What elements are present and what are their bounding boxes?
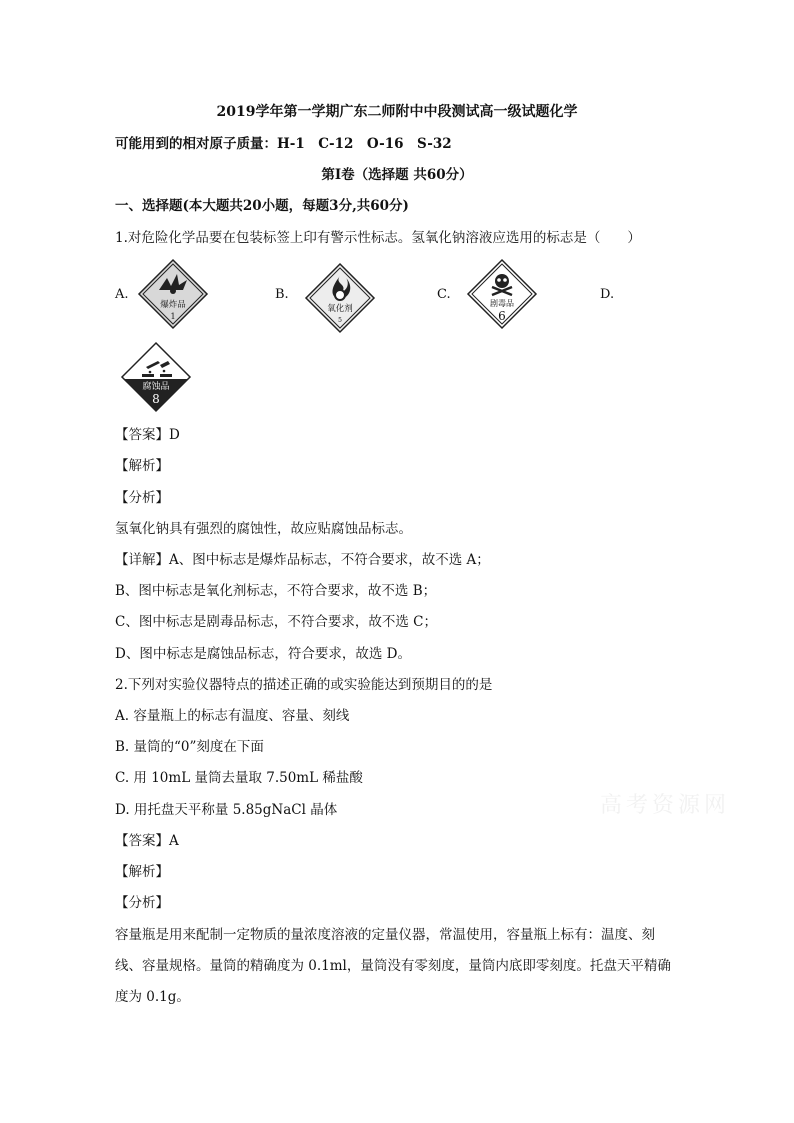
q1-analysis-sub: 【分析】 — [115, 490, 169, 506]
explosive-sign-icon — [137, 258, 209, 330]
section-title: 一、选择题(本大题共20小题，每题3分,共60分) — [115, 198, 409, 214]
volume-title: 第Ⅰ卷（选择题 共60分） — [321, 167, 473, 183]
q2-stem: 2.下列对实验仪器特点的描述正确的或实验能达到预期目的的是 — [115, 677, 493, 693]
oxidizer-sign-number: 5 — [338, 317, 342, 324]
q1-detail-line: B、图中标志是氧化剂标志，不符合要求，故不选 B； — [115, 583, 437, 599]
q2-analysis-heading: 【解析】 — [115, 864, 169, 880]
q1-detail-line: C、图中标志是剧毒品标志，不符合要求，故不选 C； — [115, 614, 437, 630]
explosive-sign-number: 1 — [170, 312, 176, 321]
q1-answer: 【答案】D — [115, 427, 180, 443]
atomic-mass-line: 可能用到的相对原子质量：H-1 C-12 O-16 S-32 — [115, 136, 452, 152]
oxidizer-sign-text: 氧化剂 — [327, 304, 353, 314]
q2-answer: 【答案】A — [115, 833, 179, 849]
q1-stem: 1.对危险化学品要在包装标签上印有警示性标志。氢氧化钠溶液应选用的标志是（ ） — [115, 230, 641, 246]
q2-analysis-line: 线、容量规格。量筒的精确度为 0.1ml，量筒没有零刻度，量筒内底即零刻度。托盘天平精确 — [115, 958, 671, 974]
corrosive-sign-text: 腐蚀品 — [142, 382, 170, 392]
q1-detail-line: 【详解】A、图中标志是爆炸品标志，不符合要求，故不选 A； — [115, 552, 490, 568]
q2-option-c: C. 用 10mL 量筒去量取 7.50mL 稀盐酸 — [115, 770, 363, 786]
q1-option-a-label: A. — [115, 287, 129, 302]
q1-analysis-text: 氢氧化钠具有强烈的腐蚀性，故应贴腐蚀品标志。 — [115, 521, 412, 537]
oxidizer-sign-icon — [304, 262, 376, 334]
q1-option-b-label: B. — [275, 287, 289, 302]
corrosive-sign-icon — [120, 341, 192, 413]
toxic-sign-icon — [466, 258, 538, 330]
watermark: 高考资源网 — [600, 793, 731, 818]
q2-analysis-line: 容量瓶是用来配制一定物质的量浓度溶液的定量仪器，常温使用，容量瓶上标有：温度、刻 — [115, 927, 655, 943]
q2-option-d: D. 用托盘天平称量 5.85gNaCl 晶体 — [115, 802, 338, 818]
corrosive-sign-number: 8 — [152, 392, 160, 406]
q2-option-b: B. 量筒的“0”刻度在下面 — [115, 739, 264, 755]
page-title: 2019学年第一学期广东二师附中中段测试高一级试题化学 — [216, 104, 578, 120]
q1-detail-line: D、图中标志是腐蚀品标志，符合要求，故选 D。 — [115, 646, 411, 662]
q1-option-d-label: D. — [600, 287, 615, 302]
q2-analysis-line: 度为 0.1g。 — [115, 989, 190, 1005]
toxic-sign-number: 6 — [498, 309, 506, 323]
toxic-sign-text: 剧毒品 — [490, 299, 514, 308]
q1-analysis-heading: 【解析】 — [115, 458, 169, 474]
q1-option-c-label: C. — [437, 287, 451, 302]
explosive-sign-text: 爆炸品 — [160, 300, 186, 310]
q2-analysis-sub: 【分析】 — [115, 895, 169, 911]
q2-option-a: A. 容量瓶上的标志有温度、容量、刻线 — [115, 708, 350, 724]
